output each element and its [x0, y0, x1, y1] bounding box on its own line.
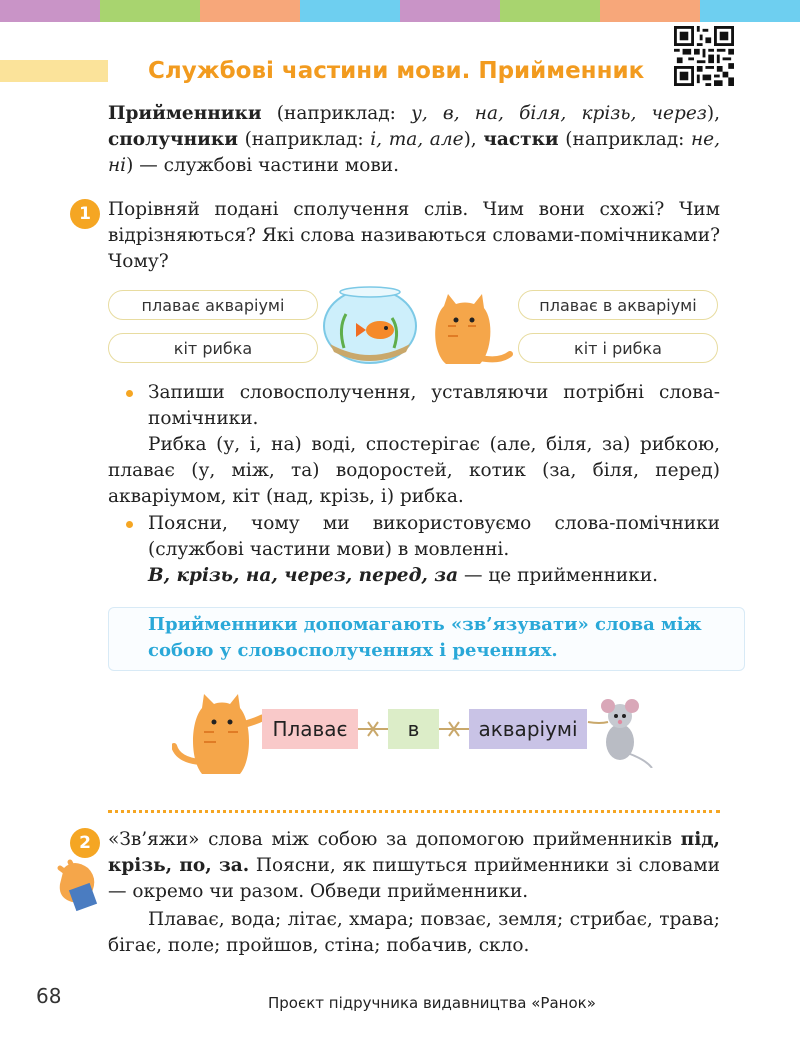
color-stripe-7 [600, 0, 700, 22]
exercise-2-question: «Зв’яжи» слова між собою за допомогою прийменників під, крізь, по, за. Поясни, як пишуться прийменники зі словами — окремо чи разом. Обведи прийменники. [108, 829, 720, 902]
rope-knot-icon [358, 718, 388, 740]
exercise-1-number: 1 [70, 199, 100, 229]
qr-code-icon[interactable] [674, 26, 734, 86]
color-stripe-1 [0, 0, 100, 22]
term-prepositions: Прийменники [108, 103, 262, 124]
cat-illustration [172, 682, 264, 776]
example-particles: не, ні [108, 129, 721, 176]
title-side-bar [0, 60, 108, 82]
bullet-dot [126, 521, 133, 528]
term-conjunctions: сполучники [108, 129, 238, 150]
color-stripe-6 [500, 0, 600, 22]
example-prepositions: у, в, на, біля, крізь, через [411, 103, 707, 124]
exercise-2-words: Плаває, вода; літає, хмара; повзає, земля; стрибає, трава; бігає, поле; пройшов, стіна; побачив, скло. [108, 909, 720, 956]
pill-right-1: плаває в акваріумі [518, 290, 718, 320]
chain-word-3: акваріумі [469, 709, 587, 749]
rule-text: Прийменники допомагають «зв’язувати» слова між собою у словосполученнях і реченнях. [148, 614, 702, 661]
exercise-2-prepositions: під, крізь, по, за. [108, 829, 720, 876]
chain-word-1: Плаває [262, 709, 358, 749]
page-number: 68 [36, 984, 62, 1008]
aquarium-cat-illustration [322, 282, 514, 364]
color-stripe-5 [400, 0, 500, 22]
conclusion-prepositions: В, крізь, на, через, перед, за [148, 565, 459, 586]
exercise-2-number: 2 [70, 828, 100, 858]
conclusion-line: В, крізь, на, через, перед, за — це прийменники. [148, 565, 659, 586]
bullet-1-text: Запиши словосполучення, уставляючи потрібні слова-помічники. [148, 382, 720, 429]
color-stripe-8 [700, 0, 800, 22]
exercise-1-question: Порівняй подані сполучення слів. Чим вони схожі? Чим відрізняються? Які слова називаються словами-помічниками? Чому? [108, 199, 720, 272]
color-stripe-4 [300, 0, 400, 22]
bullet-dot [126, 390, 133, 397]
example-conjunctions: і, та, але [370, 129, 464, 150]
intro-paragraph: Прийменники (наприклад: у, в, на, біля, крізь, через), сполучники (наприклад: і, та, але), частки (наприклад: не, ні) — службові частини мови. [108, 103, 721, 176]
pill-left-2: кіт рибка [108, 333, 318, 363]
footer-text: Проєкт підручника видавництва «Ранок» [268, 994, 596, 1012]
page-title: Службові частини мови. Прийменник [148, 58, 645, 84]
chain-word-2: в [388, 709, 439, 749]
pill-left-1: плаває акваріумі [108, 290, 318, 320]
hand-pencil-icon [54, 858, 104, 914]
section-divider [108, 810, 720, 813]
mouse-illustration [586, 692, 656, 768]
term-particles: частки [483, 129, 559, 150]
rope-knot-icon [439, 718, 469, 740]
bullet-2-text: Поясни, чому ми використовуємо слова-помічники (службові частини мови) в мовленні. [148, 513, 720, 560]
pill-right-2: кіт і рибка [518, 333, 718, 363]
color-stripe-3 [200, 0, 300, 22]
color-stripe-2 [100, 0, 200, 22]
exercise-1-task-text: Рибка (у, і, на) воді, спостерігає (але, біля, за) рибкою, плаває (у, між, та) водоростей, котик (за, біля, перед) акваріумом, кіт (над, крізь, і) рибка. [108, 434, 720, 507]
